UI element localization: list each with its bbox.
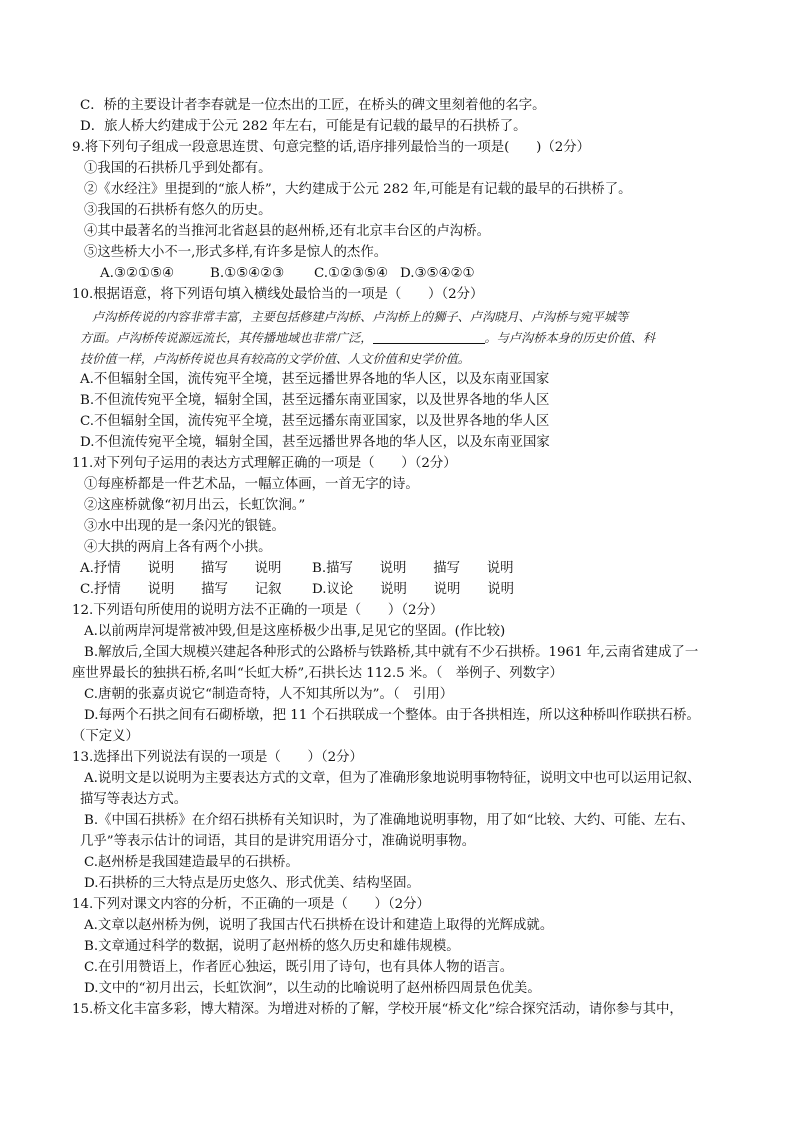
fill-in-blank xyxy=(373,329,485,344)
q11-sentence-3: ③水中出现的是一条闪光的银链。 xyxy=(84,519,285,534)
q11-option-d: D.议论 说明 说明 说明 xyxy=(312,582,514,597)
q9-sentence-3: ③我国的石拱桥有悠久的历史。 xyxy=(84,203,272,218)
q9-option-c: C.①②③⑤④ xyxy=(314,266,389,281)
q9-sentence-4: ④其中最著名的当推河北省赵县的赵州桥,还有北京丰台区的卢沟桥。 xyxy=(84,224,490,239)
q9-sentence-2: ②《水经注》里提到的“旅人桥”，大约建成于公元 282 年,可能是有记载的最早的石拱桥了。 xyxy=(84,182,632,197)
q10-passage-line-3: 技价值一样，卢沟桥传说也具有较高的文学价值、人文价值和史学价值。 xyxy=(80,352,470,366)
q14-option-b: B.文章通过科学的数据，说明了赵州桥的悠久历史和雄伟规模。 xyxy=(84,939,460,954)
q13-option-a-line-1: A.说明文是以说明为主要表达方式的文章，但为了准确形象地说明事物特征，说明文中也可以运用记叙、 xyxy=(84,771,701,786)
q10-passage-line-2 xyxy=(80,328,655,348)
q14-option-c: C.在引用赞语上，作者匠心独运，既引用了诗句，也有具体人物的语言。 xyxy=(84,960,514,975)
q10-option-a: A.不但辐射全国，流传宛平全境，甚至远播世界各地的华人区，以及东南亚国家 xyxy=(80,372,550,387)
q10-option-c: C.不但辐射全国，流传宛平全境，甚至远播东南亚国家，以及世界各地的华人区 xyxy=(80,414,550,429)
q11-sentence-1: ①每座桥都是一件艺术品，一幅立体画，一首无字的诗。 xyxy=(84,477,419,492)
q13-option-b-line-1: B.《中国石拱桥》在介绍石拱桥有关知识时，为了准确地说明事物，用了如“比较、大约、可能、左右、 xyxy=(84,813,695,828)
q13-option-d: D.石拱桥的三大特点是历史悠久、形式优美、结构坚固。 xyxy=(84,876,420,891)
q13-option-b-line-2: 几乎”等表示估计的词语，其目的是讲究用语分寸，准确说明事物。 xyxy=(80,834,476,849)
q13-option-a-line-2: 描写等表达方式。 xyxy=(80,792,188,807)
q12-option-b-line-2: 座世界最长的独拱石桥,名叫“长虹大桥”,石拱长达 112.5 米。（ 举例子、列数字） xyxy=(72,666,563,681)
q11-option-a: A.抒情 说明 描写 说明 xyxy=(80,561,282,576)
q11-sentence-2: ②这座桥就像“初月出云，长虹饮涧。” xyxy=(84,498,306,513)
q11-stem: 11.对下列句子运用的表达方式理解正确的一项是（ ）（2分） xyxy=(72,456,457,471)
q10-passage-line-2a: 方面。卢沟桥传说源远流长，其传播地域也非常广泛， xyxy=(80,331,373,345)
q9-option-b: B.①⑤④②③ xyxy=(210,266,285,281)
q8-option-d: D．旅人桥大约建成于公元 282 年左右，可能是有记载的最早的石拱桥了。 xyxy=(80,119,527,134)
q10-passage-line-2b: 。与卢沟桥本身的历史价值、科 xyxy=(484,331,656,345)
q10-passage-line-1: 卢沟桥传说的内容非常丰富，主要包括修建卢沟桥、卢沟桥上的狮子、卢沟晓月、卢沟桥与宛平城等 xyxy=(92,310,629,324)
q12-stem: 12.下列语句所使用的说明方法不正确的一项是（ ）（2分） xyxy=(72,603,444,618)
q10-option-d: D.不但流传宛平全境，辐射全国，甚至远播世界各地的华人区，以及东南亚国家 xyxy=(80,435,550,450)
q12-option-b-line-1: B.解放后,全国大规模兴建起各种形式的公路桥与铁路桥,其中就有不少石拱桥。1961 年,云南省建成了一 xyxy=(84,645,699,660)
q15-stem: 15.桥文化丰富多彩，博大精深。为增进对桥的了解，学校开展“桥文化”综合探究活动，请你参与其中， xyxy=(72,1002,683,1017)
q13-stem: 13.选择出下列说法有误的一项是（ ）（2分） xyxy=(72,750,363,765)
q11-option-c: C.抒情 说明 描写 记叙 xyxy=(80,582,282,597)
q9-option-d: D.③⑤④②① xyxy=(400,266,475,281)
q14-option-d: D.文中的“初月出云，长虹饮涧”，以生动的比喻说明了赵州桥四周景色优美。 xyxy=(84,981,541,996)
q11-sentence-4: ④大拱的两肩上各有两个小拱。 xyxy=(84,540,272,555)
q9-sentence-1: ①我国的石拱桥几乎到处都有。 xyxy=(84,161,272,176)
q9-sentence-5: ⑤这些桥大小不一,形式多样,有许多是惊人的杰作。 xyxy=(84,245,388,260)
q9-stem: 9.将下列句子组成一段意思连贯、句意完整的话,语序排列最恰当的一项是( )（2分） xyxy=(72,140,591,155)
q10-stem: 10.根据语意，将下列语句填入横线处最恰当的一项是（ ）（2分） xyxy=(72,287,484,302)
q12-option-c: C.唐朝的张嘉贞说它“制造奇特，人不知其所以为”。（ 引用） xyxy=(84,687,454,702)
q10-option-b: B.不但流传宛平全境，辐射全国，甚至远播东南亚国家，以及世界各地的华人区 xyxy=(80,393,550,408)
q9-option-a: A.③②①⑤④ xyxy=(100,266,174,281)
q14-stem: 14.下列对课文内容的分析，不正确的一项是（ ）（2分） xyxy=(72,897,430,912)
q14-option-a: A.文章以赵州桥为例，说明了我国古代石拱桥在设计和建造上取得的光辉成就。 xyxy=(84,918,554,933)
q13-option-c: C.赵州桥是我国建造最早的石拱桥。 xyxy=(84,855,299,870)
q12-option-a: A.以前两岸河堤常被冲毁,但是这座桥极少出事,足见它的坚固。(作比较) xyxy=(84,624,506,639)
q12-option-d-line-2: （下定义） xyxy=(72,729,139,744)
q8-option-c: C．桥的主要设计者李春就是一位杰出的工匠，在桥头的碑文里刻着他的名字。 xyxy=(80,98,546,113)
q12-option-d-line-1: D.每两个石拱之间有石砌桥墩，把 11 个石拱联成一个整体。由于各拱相连，所以这种桥叫作联拱石桥。 xyxy=(84,708,700,723)
q11-option-b: B.描写 说明 描写 说明 xyxy=(312,561,514,576)
